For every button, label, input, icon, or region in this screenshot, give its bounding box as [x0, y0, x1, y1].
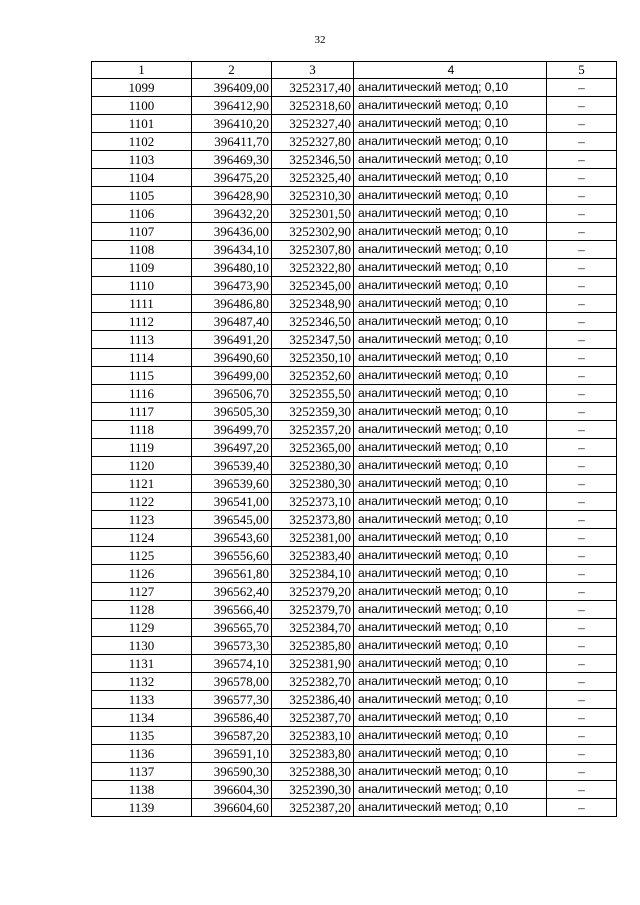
cell-x-coordinate: 396428,90: [192, 187, 272, 205]
cell-point-number: 1125: [92, 547, 192, 565]
cell-method-accuracy: аналитический метод; 0,10: [354, 457, 547, 475]
table-row: [92, 637, 617, 655]
cell-note: –: [547, 295, 617, 313]
cell-y-coordinate: 3252383,80: [272, 745, 354, 763]
cell-point-number: 1135: [92, 727, 192, 745]
cell-point-number: 1123: [92, 511, 192, 529]
table-body: [92, 79, 617, 817]
cell-x-coordinate: 396561,80: [192, 565, 272, 583]
cell-method-accuracy: аналитический метод; 0,10: [354, 781, 547, 799]
cell-y-coordinate: 3252387,70: [272, 709, 354, 727]
cell-y-coordinate: 3252346,50: [272, 151, 354, 169]
cell-method-accuracy: аналитический метод; 0,10: [354, 259, 547, 277]
table-row: [92, 259, 617, 277]
table-row: [92, 619, 617, 637]
cell-x-coordinate: 396539,60: [192, 475, 272, 493]
cell-x-coordinate: 396556,60: [192, 547, 272, 565]
cell-note: –: [547, 673, 617, 691]
cell-point-number: 1105: [92, 187, 192, 205]
cell-x-coordinate: 396590,30: [192, 763, 272, 781]
cell-y-coordinate: 3252380,30: [272, 475, 354, 493]
cell-method-accuracy: аналитический метод; 0,10: [354, 385, 547, 403]
cell-note: –: [547, 349, 617, 367]
cell-point-number: 1106: [92, 205, 192, 223]
cell-note: –: [547, 385, 617, 403]
header-col-5: 5: [547, 62, 617, 79]
cell-x-coordinate: 396573,30: [192, 637, 272, 655]
cell-method-accuracy: аналитический метод; 0,10: [354, 475, 547, 493]
header-col-1: 1: [92, 62, 192, 79]
table-row: [92, 745, 617, 763]
cell-note: –: [547, 655, 617, 673]
cell-point-number: 1137: [92, 763, 192, 781]
cell-point-number: 1130: [92, 637, 192, 655]
cell-x-coordinate: 396541,00: [192, 493, 272, 511]
cell-x-coordinate: 396586,40: [192, 709, 272, 727]
cell-point-number: 1114: [92, 349, 192, 367]
table-row: [92, 673, 617, 691]
cell-note: –: [547, 133, 617, 151]
cell-x-coordinate: 396411,70: [192, 133, 272, 151]
table-row: [92, 547, 617, 565]
cell-method-accuracy: аналитический метод; 0,10: [354, 547, 547, 565]
cell-y-coordinate: 3252359,30: [272, 403, 354, 421]
table-row: [92, 169, 617, 187]
cell-method-accuracy: аналитический метод; 0,10: [354, 799, 547, 817]
cell-x-coordinate: 396577,30: [192, 691, 272, 709]
cell-x-coordinate: 396410,20: [192, 115, 272, 133]
cell-method-accuracy: аналитический метод; 0,10: [354, 187, 547, 205]
header-col-4: 4: [354, 62, 547, 79]
cell-x-coordinate: 396539,40: [192, 457, 272, 475]
cell-y-coordinate: 3252318,60: [272, 97, 354, 115]
cell-note: –: [547, 367, 617, 385]
cell-y-coordinate: 3252383,40: [272, 547, 354, 565]
cell-x-coordinate: 396434,10: [192, 241, 272, 259]
cell-note: –: [547, 97, 617, 115]
cell-y-coordinate: 3252302,90: [272, 223, 354, 241]
cell-x-coordinate: 396487,40: [192, 313, 272, 331]
cell-point-number: 1113: [92, 331, 192, 349]
cell-note: –: [547, 313, 617, 331]
cell-note: –: [547, 799, 617, 817]
cell-method-accuracy: аналитический метод; 0,10: [354, 439, 547, 457]
cell-point-number: 1138: [92, 781, 192, 799]
cell-y-coordinate: 3252379,70: [272, 601, 354, 619]
table-row: [92, 367, 617, 385]
table-row: [92, 187, 617, 205]
cell-note: –: [547, 583, 617, 601]
cell-method-accuracy: аналитический метод; 0,10: [354, 97, 547, 115]
table-row: [92, 799, 617, 817]
cell-point-number: 1102: [92, 133, 192, 151]
cell-point-number: 1132: [92, 673, 192, 691]
cell-method-accuracy: аналитический метод; 0,10: [354, 349, 547, 367]
cell-note: –: [547, 439, 617, 457]
cell-point-number: 1099: [92, 79, 192, 97]
cell-y-coordinate: 3252383,10: [272, 727, 354, 745]
cell-method-accuracy: аналитический метод; 0,10: [354, 601, 547, 619]
cell-point-number: 1115: [92, 367, 192, 385]
cell-y-coordinate: 3252307,80: [272, 241, 354, 259]
cell-y-coordinate: 3252382,70: [272, 673, 354, 691]
cell-method-accuracy: аналитический метод; 0,10: [354, 673, 547, 691]
cell-method-accuracy: аналитический метод; 0,10: [354, 151, 547, 169]
table-row: [92, 493, 617, 511]
cell-method-accuracy: аналитический метод; 0,10: [354, 169, 547, 187]
cell-point-number: 1112: [92, 313, 192, 331]
cell-y-coordinate: 3252365,00: [272, 439, 354, 457]
cell-x-coordinate: 396505,30: [192, 403, 272, 421]
cell-note: –: [547, 457, 617, 475]
cell-x-coordinate: 396432,20: [192, 205, 272, 223]
cell-note: –: [547, 763, 617, 781]
cell-point-number: 1122: [92, 493, 192, 511]
table-row: [92, 151, 617, 169]
cell-method-accuracy: аналитический метод; 0,10: [354, 295, 547, 313]
cell-method-accuracy: аналитический метод; 0,10: [354, 223, 547, 241]
cell-point-number: 1139: [92, 799, 192, 817]
cell-note: –: [547, 241, 617, 259]
table-row: [92, 727, 617, 745]
cell-note: –: [547, 403, 617, 421]
cell-y-coordinate: 3252388,30: [272, 763, 354, 781]
table-row: [92, 79, 617, 97]
cell-y-coordinate: 3252385,80: [272, 637, 354, 655]
cell-y-coordinate: 3252352,60: [272, 367, 354, 385]
cell-point-number: 1117: [92, 403, 192, 421]
table-row: [92, 655, 617, 673]
table-row: [92, 781, 617, 799]
table-row: [92, 691, 617, 709]
cell-x-coordinate: 396591,10: [192, 745, 272, 763]
cell-point-number: 1136: [92, 745, 192, 763]
cell-point-number: 1104: [92, 169, 192, 187]
cell-method-accuracy: аналитический метод; 0,10: [354, 133, 547, 151]
cell-x-coordinate: 396604,30: [192, 781, 272, 799]
cell-point-number: 1126: [92, 565, 192, 583]
cell-x-coordinate: 396491,20: [192, 331, 272, 349]
cell-note: –: [547, 475, 617, 493]
cell-x-coordinate: 396574,10: [192, 655, 272, 673]
cell-note: –: [547, 115, 617, 133]
cell-x-coordinate: 396565,70: [192, 619, 272, 637]
cell-method-accuracy: аналитический метод; 0,10: [354, 205, 547, 223]
cell-point-number: 1103: [92, 151, 192, 169]
cell-note: –: [547, 709, 617, 727]
cell-point-number: 1134: [92, 709, 192, 727]
cell-note: –: [547, 79, 617, 97]
cell-note: –: [547, 151, 617, 169]
cell-y-coordinate: 3252327,80: [272, 133, 354, 151]
cell-y-coordinate: 3252301,50: [272, 205, 354, 223]
cell-x-coordinate: 396578,00: [192, 673, 272, 691]
cell-y-coordinate: 3252373,10: [272, 493, 354, 511]
cell-note: –: [547, 565, 617, 583]
table-row: [92, 277, 617, 295]
cell-note: –: [547, 601, 617, 619]
cell-method-accuracy: аналитический метод; 0,10: [354, 511, 547, 529]
cell-x-coordinate: 396409,00: [192, 79, 272, 97]
cell-note: –: [547, 205, 617, 223]
cell-method-accuracy: аналитический метод; 0,10: [354, 403, 547, 421]
cell-y-coordinate: 3252325,40: [272, 169, 354, 187]
cell-method-accuracy: аналитический метод; 0,10: [354, 619, 547, 637]
cell-x-coordinate: 396473,90: [192, 277, 272, 295]
cell-point-number: 1127: [92, 583, 192, 601]
cell-y-coordinate: 3252381,00: [272, 529, 354, 547]
cell-note: –: [547, 619, 617, 637]
cell-x-coordinate: 396469,30: [192, 151, 272, 169]
cell-note: –: [547, 493, 617, 511]
cell-x-coordinate: 396499,70: [192, 421, 272, 439]
cell-method-accuracy: аналитический метод; 0,10: [354, 79, 547, 97]
cell-method-accuracy: аналитический метод; 0,10: [354, 331, 547, 349]
cell-x-coordinate: 396480,10: [192, 259, 272, 277]
cell-point-number: 1100: [92, 97, 192, 115]
cell-point-number: 1120: [92, 457, 192, 475]
table-row: [92, 403, 617, 421]
cell-point-number: 1111: [92, 295, 192, 313]
cell-method-accuracy: аналитический метод; 0,10: [354, 115, 547, 133]
cell-y-coordinate: 3252327,40: [272, 115, 354, 133]
cell-note: –: [547, 637, 617, 655]
cell-x-coordinate: 396499,00: [192, 367, 272, 385]
cell-x-coordinate: 396543,60: [192, 529, 272, 547]
cell-method-accuracy: аналитический метод; 0,10: [354, 277, 547, 295]
cell-x-coordinate: 396604,60: [192, 799, 272, 817]
cell-y-coordinate: 3252348,90: [272, 295, 354, 313]
cell-y-coordinate: 3252357,20: [272, 421, 354, 439]
table-row: [92, 511, 617, 529]
table-row: [92, 223, 617, 241]
cell-point-number: 1109: [92, 259, 192, 277]
table-row: [92, 457, 617, 475]
page-number: 32: [314, 34, 326, 46]
table-row: [92, 241, 617, 259]
table-row: [92, 763, 617, 781]
table-row: [92, 439, 617, 457]
cell-note: –: [547, 277, 617, 295]
table-row: [92, 601, 617, 619]
cell-y-coordinate: 3252381,90: [272, 655, 354, 673]
table-row: [92, 349, 617, 367]
table-row: [92, 97, 617, 115]
table-row: [92, 331, 617, 349]
cell-method-accuracy: аналитический метод; 0,10: [354, 709, 547, 727]
cell-method-accuracy: аналитический метод; 0,10: [354, 565, 547, 583]
cell-note: –: [547, 727, 617, 745]
cell-x-coordinate: 396412,90: [192, 97, 272, 115]
cell-method-accuracy: аналитический метод; 0,10: [354, 493, 547, 511]
cell-y-coordinate: 3252310,30: [272, 187, 354, 205]
cell-note: –: [547, 781, 617, 799]
cell-note: –: [547, 529, 617, 547]
cell-point-number: 1129: [92, 619, 192, 637]
cell-x-coordinate: 396587,20: [192, 727, 272, 745]
header-row: [92, 62, 617, 79]
cell-note: –: [547, 511, 617, 529]
cell-x-coordinate: 396545,00: [192, 511, 272, 529]
cell-note: –: [547, 259, 617, 277]
cell-y-coordinate: 3252345,00: [272, 277, 354, 295]
cell-point-number: 1121: [92, 475, 192, 493]
cell-y-coordinate: 3252322,80: [272, 259, 354, 277]
cell-method-accuracy: аналитический метод; 0,10: [354, 691, 547, 709]
table-row: [92, 205, 617, 223]
cell-point-number: 1116: [92, 385, 192, 403]
table-row: [92, 529, 617, 547]
cell-method-accuracy: аналитический метод; 0,10: [354, 745, 547, 763]
cell-y-coordinate: 3252346,50: [272, 313, 354, 331]
table-header: [92, 62, 617, 79]
cell-y-coordinate: 3252386,40: [272, 691, 354, 709]
cell-point-number: 1124: [92, 529, 192, 547]
table-row: [92, 709, 617, 727]
cell-point-number: 1110: [92, 277, 192, 295]
cell-point-number: 1118: [92, 421, 192, 439]
cell-method-accuracy: аналитический метод; 0,10: [354, 529, 547, 547]
cell-x-coordinate: 396506,70: [192, 385, 272, 403]
cell-x-coordinate: 396486,80: [192, 295, 272, 313]
cell-y-coordinate: 3252350,10: [272, 349, 354, 367]
cell-x-coordinate: 396475,20: [192, 169, 272, 187]
cell-note: –: [547, 745, 617, 763]
cell-x-coordinate: 396490,60: [192, 349, 272, 367]
table-row: [92, 385, 617, 403]
cell-y-coordinate: 3252384,10: [272, 565, 354, 583]
cell-y-coordinate: 3252373,80: [272, 511, 354, 529]
cell-x-coordinate: 396436,00: [192, 223, 272, 241]
cell-method-accuracy: аналитический метод; 0,10: [354, 313, 547, 331]
table-row: [92, 295, 617, 313]
cell-x-coordinate: 396566,40: [192, 601, 272, 619]
cell-x-coordinate: 396497,20: [192, 439, 272, 457]
cell-note: –: [547, 691, 617, 709]
cell-method-accuracy: аналитический метод; 0,10: [354, 655, 547, 673]
cell-method-accuracy: аналитический метод; 0,10: [354, 241, 547, 259]
cell-method-accuracy: аналитический метод; 0,10: [354, 583, 547, 601]
cell-method-accuracy: аналитический метод; 0,10: [354, 421, 547, 439]
cell-y-coordinate: 3252380,30: [272, 457, 354, 475]
cell-point-number: 1108: [92, 241, 192, 259]
cell-method-accuracy: аналитический метод; 0,10: [354, 367, 547, 385]
table-row: [92, 583, 617, 601]
cell-y-coordinate: 3252390,30: [272, 781, 354, 799]
cell-note: –: [547, 169, 617, 187]
cell-note: –: [547, 223, 617, 241]
cell-point-number: 1133: [92, 691, 192, 709]
table-row: [92, 133, 617, 151]
cell-point-number: 1128: [92, 601, 192, 619]
table-row: [92, 475, 617, 493]
header-col-2: 2: [192, 62, 272, 79]
header-col-3: 3: [272, 62, 354, 79]
cell-point-number: 1107: [92, 223, 192, 241]
cell-point-number: 1131: [92, 655, 192, 673]
table-row: [92, 115, 617, 133]
cell-y-coordinate: 3252317,40: [272, 79, 354, 97]
cell-point-number: 1101: [92, 115, 192, 133]
cell-note: –: [547, 187, 617, 205]
cell-method-accuracy: аналитический метод; 0,10: [354, 637, 547, 655]
table-row: [92, 565, 617, 583]
cell-y-coordinate: 3252387,20: [272, 799, 354, 817]
cell-y-coordinate: 3252384,70: [272, 619, 354, 637]
table-row: [92, 313, 617, 331]
cell-note: –: [547, 421, 617, 439]
cell-x-coordinate: 396562,40: [192, 583, 272, 601]
coordinates-table: [91, 61, 617, 817]
cell-point-number: 1119: [92, 439, 192, 457]
table-row: [92, 421, 617, 439]
cell-method-accuracy: аналитический метод; 0,10: [354, 727, 547, 745]
cell-note: –: [547, 331, 617, 349]
cell-method-accuracy: аналитический метод; 0,10: [354, 763, 547, 781]
cell-y-coordinate: 3252355,50: [272, 385, 354, 403]
cell-y-coordinate: 3252347,50: [272, 331, 354, 349]
cell-y-coordinate: 3252379,20: [272, 583, 354, 601]
cell-note: –: [547, 547, 617, 565]
